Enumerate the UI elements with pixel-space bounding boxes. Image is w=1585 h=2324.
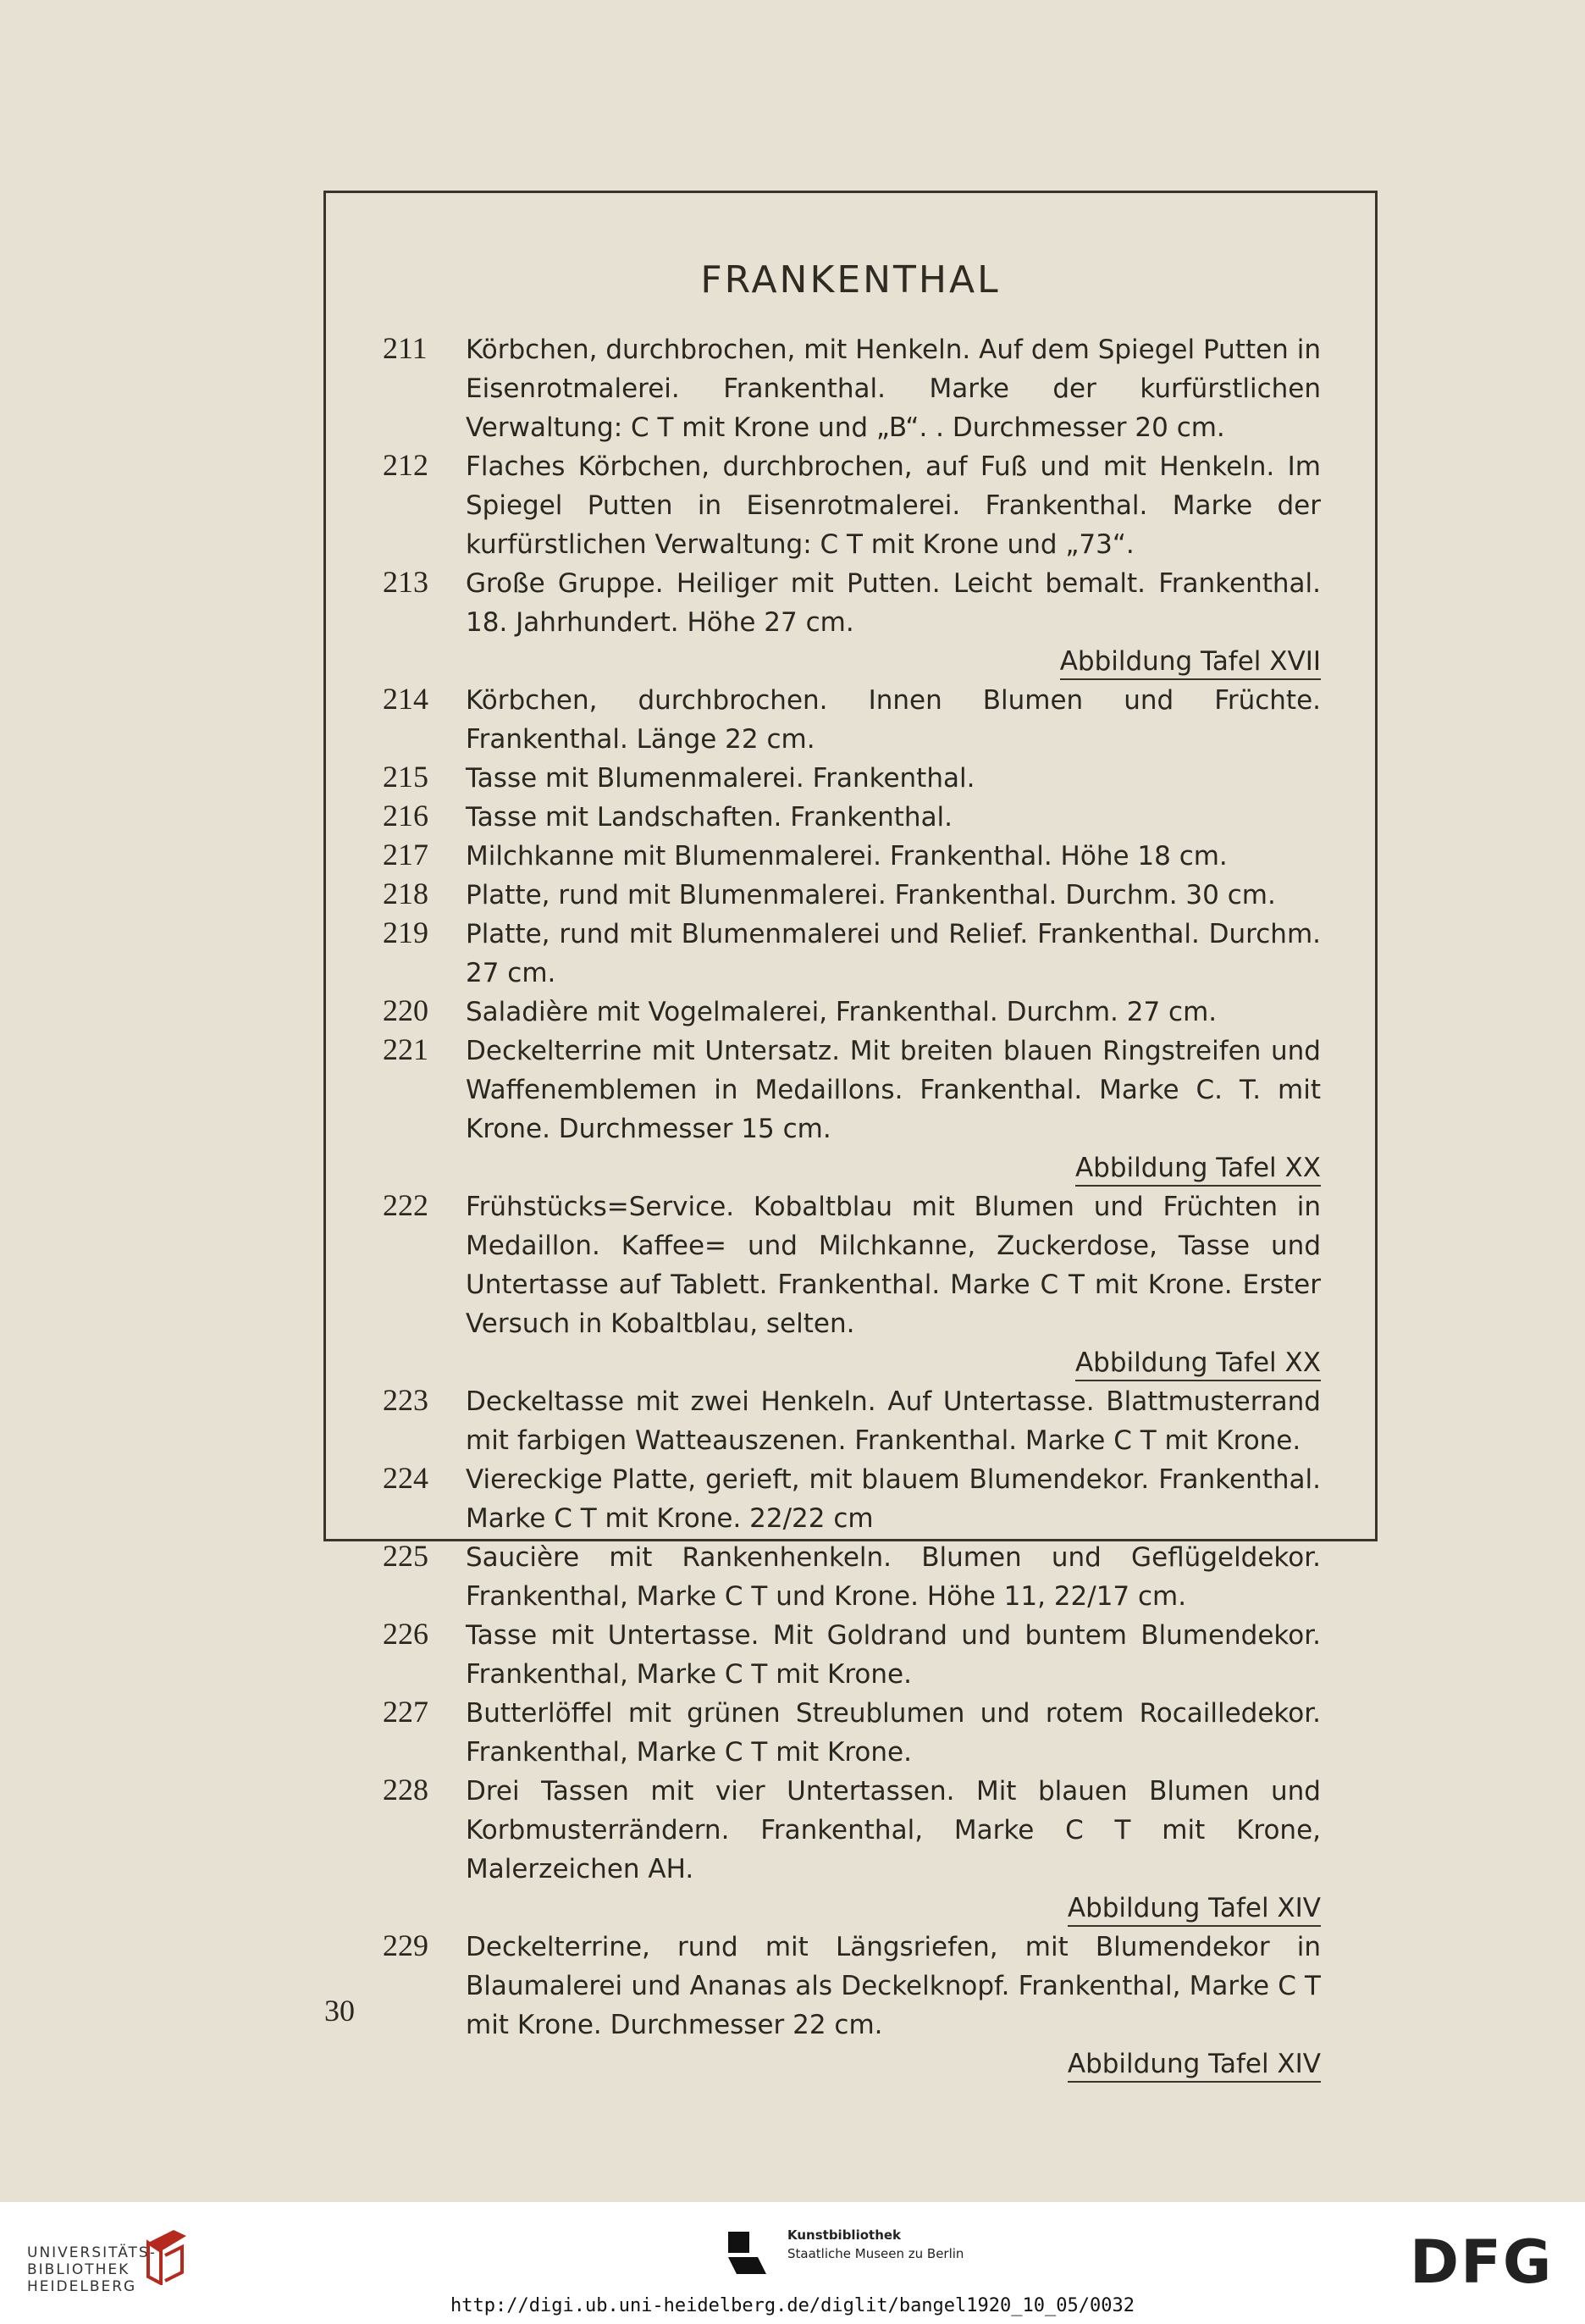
catalog-entry	[373, 330, 1321, 447]
entry-number: 227	[383, 1695, 428, 1729]
plate-reference	[466, 642, 1321, 681]
plate-reference-text: Abbildung Tafel XX	[1075, 1153, 1321, 1187]
catalog-entry	[373, 1616, 1321, 1694]
entry-number: 226	[383, 1617, 428, 1651]
entry-description: Deckelterrine mit Untersatz. Mit breiten blauen Ringstreifen und Waffenemblemen in Medaillons. Frankenthal. Marke C. T. mit Krone. Durchmesser 15 cm.	[466, 1036, 1321, 1144]
plate-reference-text: Abbildung Tafel XIV	[1068, 1893, 1321, 1927]
catalog-entry	[373, 564, 1321, 681]
entry-description: Saladière mit Vogelmalerei, Frankenthal. Durchm. 27 cm.	[466, 997, 1218, 1027]
entry-number: 228	[383, 1773, 428, 1807]
entry-number: 224	[383, 1461, 428, 1495]
university-line-3: HEIDELBERG	[27, 2278, 137, 2295]
entry-description: Drei Tassen mit vier Untertassen. Mit blauen Blumen und Korbmusterrändern. Frankenthal, Marke C T mit Krone, Malerzeichen AH.	[466, 1776, 1321, 1884]
entry-description: Platte, rund mit Blumenmalerei. Frankenthal. Durchm. 30 cm.	[466, 880, 1276, 910]
entry-number: 215	[383, 760, 428, 794]
page-title: FRANKENTHAL	[700, 258, 1001, 302]
catalog-entry	[373, 1032, 1321, 1187]
catalog-entry	[373, 993, 1321, 1032]
entry-description: Deckeltasse mit zwei Henkeln. Auf Untertasse. Blattmusterrand mit farbigen Watteauszenen. Frankenthal. Marke C T mit Krone.	[466, 1386, 1321, 1456]
entry-number: 217	[383, 838, 428, 872]
entry-number: 214	[383, 682, 428, 716]
catalog-entry	[373, 1694, 1321, 1772]
entry-number: 221	[383, 1032, 428, 1066]
catalog-entry	[373, 1187, 1321, 1382]
entry-description: Milchkanne mit Blumenmalerei. Frankenthal. Höhe 18 cm.	[466, 841, 1228, 872]
catalog-list	[373, 330, 1321, 2083]
entry-number: 223	[383, 1383, 428, 1417]
catalog-entry	[373, 876, 1321, 915]
digitization-footer	[0, 2202, 1585, 2324]
university-logo-icon	[140, 2226, 191, 2285]
plate-reference	[466, 1148, 1321, 1187]
catalog-entry	[373, 1772, 1321, 1928]
catalog-entry	[373, 1382, 1321, 1460]
university-library-logo-text	[27, 2244, 157, 2295]
entry-description: Platte, rund mit Blumenmalerei und Relief. Frankenthal. Durchm. 27 cm.	[466, 919, 1321, 988]
university-line-1: UNIVERSITÄTS-	[27, 2244, 157, 2261]
catalog-entry	[373, 837, 1321, 876]
plate-reference	[466, 1343, 1321, 1382]
entry-description: Tasse mit Blumenmalerei. Frankenthal.	[466, 763, 975, 794]
entry-number: 218	[383, 877, 428, 910]
kunstbibliothek-text	[787, 2226, 964, 2263]
entry-number: 220	[383, 993, 428, 1027]
kunstbibliothek-logo-icon	[720, 2227, 779, 2278]
entry-description: Frühstücks=Service. Kobaltblau mit Blumen und Früchten in Medaillon. Kaffee= und Milchkanne, Zuckerdose, Tasse und Untertasse auf Tablett. Frankenthal. Marke C T mit Krone. Erster Versuch in Kobaltblau, selten.	[466, 1192, 1321, 1339]
entry-description: Körbchen, durchbrochen, mit Henkeln. Auf dem Spiegel Putten in Eisenrotmalerei. Frankenthal. Marke der kurfürstlichen Verwaltung: C T mit Krone und „B“. . Durchmesser 20 cm.	[466, 335, 1321, 443]
library-name: Kunstbibliothek	[787, 2227, 902, 2243]
entry-number: 229	[383, 1928, 428, 1962]
entry-number: 216	[383, 799, 428, 833]
entry-description: Große Gruppe. Heiliger mit Putten. Leicht bemalt. Frankenthal. 18. Jahrhundert. Höhe 27 cm.	[466, 568, 1321, 638]
entry-number: 213	[383, 565, 428, 599]
library-subtitle: Staatliche Museen zu Berlin	[787, 2246, 964, 2261]
plate-reference	[466, 2045, 1321, 2083]
plate-reference	[466, 1889, 1321, 1928]
source-url-link[interactable]: http://digi.ub.uni-heidelberg.de/diglit/bangel1920_10_05/0032	[450, 2295, 1135, 2316]
entry-number: 211	[383, 331, 428, 365]
entry-number: 222	[383, 1188, 428, 1222]
catalog-entry	[373, 1538, 1321, 1616]
entry-number: 219	[383, 916, 428, 949]
entry-number: 225	[383, 1539, 428, 1573]
plate-reference-text: Abbildung Tafel XIV	[1068, 2049, 1321, 2083]
entry-description: Tasse mit Untertasse. Mit Goldrand und buntem Blumendekor. Frankenthal, Marke C T mit Krone.	[466, 1620, 1321, 1690]
catalog-entry	[373, 1928, 1321, 2083]
page-number: 30	[324, 1994, 355, 2028]
entry-number: 212	[383, 448, 428, 482]
entry-description: Butterlöffel mit grünen Streublumen und rotem Rocailledekor. Frankenthal, Marke C T mit Krone.	[466, 1698, 1321, 1768]
dfg-logo: DFG	[1410, 2227, 1554, 2297]
entry-description: Flaches Körbchen, durchbrochen, auf Fuß und mit Henkeln. Im Spiegel Putten in Eisenrotmalerei. Frankenthal. Marke der kurfürstlichen Verwaltung: C T mit Krone und „73“.	[466, 451, 1321, 560]
catalog-entry	[373, 798, 1321, 837]
catalog-entry	[373, 759, 1321, 798]
plate-reference-text: Abbildung Tafel XX	[1075, 1347, 1321, 1381]
catalog-entry	[373, 915, 1321, 993]
entry-description: Deckelterrine, rund mit Längsriefen, mit Blumendekor in Blaumalerei und Ananas als Deckelknopf. Frankenthal, Marke C T mit Krone. Durchmesser 22 cm.	[466, 1932, 1321, 2040]
catalog-entry	[373, 447, 1321, 564]
entry-description: Tasse mit Landschaften. Frankenthal.	[466, 802, 953, 833]
plate-reference-text: Abbildung Tafel XVII	[1060, 646, 1321, 680]
entry-description: Saucière mit Rankenhenkeln. Blumen und Geflügeldekor. Frankenthal, Marke C T und Krone. Höhe 11, 22/17 cm.	[466, 1542, 1321, 1612]
catalog-entry	[373, 681, 1321, 759]
entry-description: Körbchen, durchbrochen. Innen Blumen und Früchte. Frankenthal. Länge 22 cm.	[466, 685, 1321, 755]
entry-description: Viereckige Platte, gerieft, mit blauem Blumendekor. Frankenthal. Marke C T mit Krone. 22/22 cm	[466, 1464, 1321, 1534]
university-line-2: BIBLIOTHEK	[27, 2261, 130, 2278]
catalog-entry	[373, 1460, 1321, 1538]
